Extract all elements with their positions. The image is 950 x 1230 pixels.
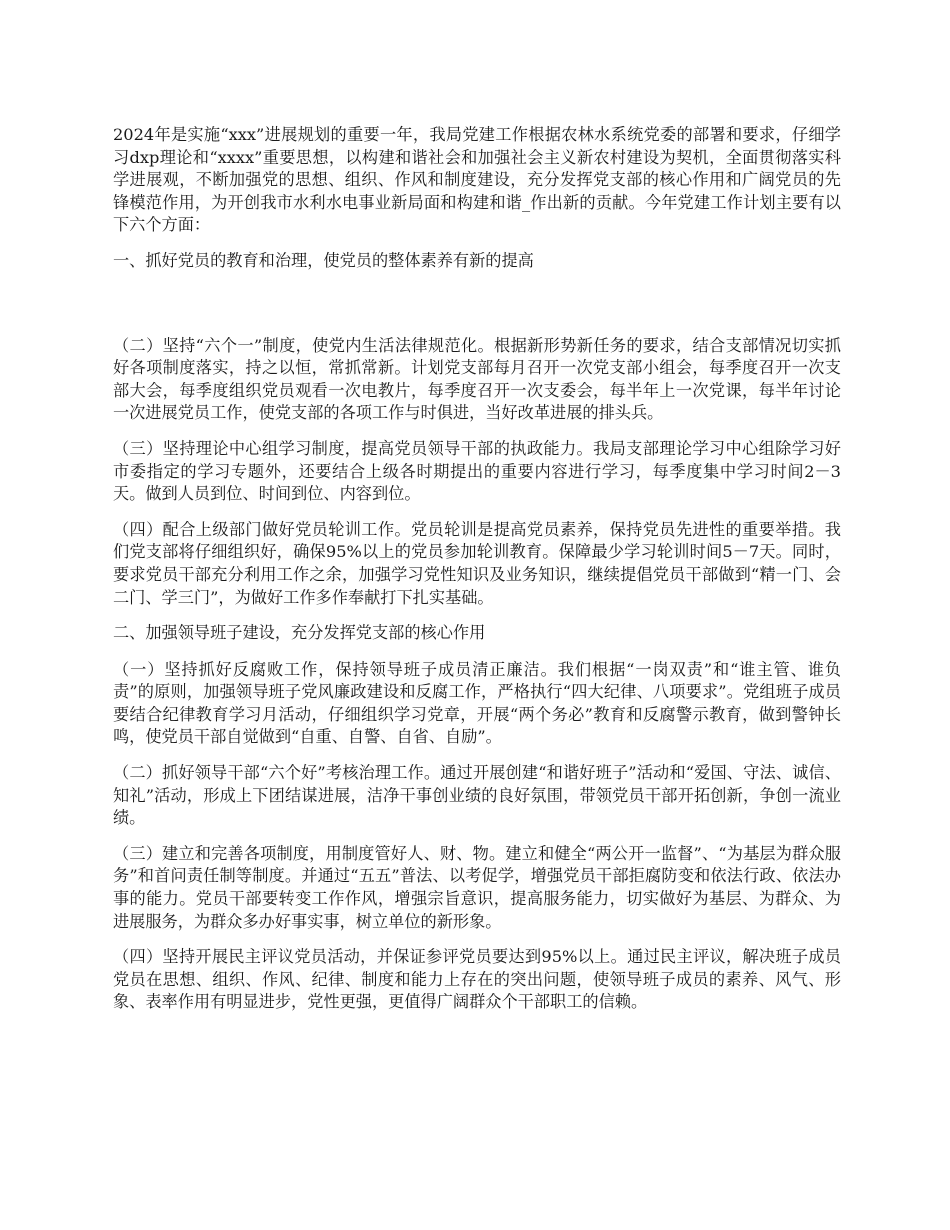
paragraph-1-3: （三）坚持理论中心组学习制度，提高党员领导干部的执政能力。我局支部理论学习中心组除学习好市委指定的学习专题外，还要结合上级各时期提出的重要内容进行学习，每季度集中学习时间2－3天。做到人员到位、时间到位、内容到位。: [113, 438, 841, 504]
paragraph-2-4: （四）坚持开展民主评议党员活动，并保证参评党员要达到95%以上。通过民主评议，解决班子成员党员在思想、组织、作风、纪律、制度和能力上存在的突出问题，使领导班子成员的素养、风气、形象、表率作用有明显进步，党性更强，更值得广阔群众个干部职工的信赖。: [113, 947, 841, 1012]
document-body: [113, 124, 841, 1027]
paragraph-2-1: （一）坚持抓好反腐败工作，保持领导班子成员清正廉洁。我们根据“一岗双责”和“谁主管、谁负责”的原则，加强领导班子党风廉政建设和反腐工作，严格执行“四大纪律、八项要求”。党组班子成员要结合纪律教育学习月活动，仔细组织学习党章，开展“两个务必”教育和反腐警示教育，做到警钟长鸣，使党员干部自觉做到“自重、自警、自省、自励”。: [113, 659, 841, 747]
paragraph-1-2: （二）坚持“六个一”制度，使党内生活法律规范化。根据新形势新任务的要求，结合支部情况切实抓好各项制度落实，持之以恒，常抓常新。计划党支部每月召开一次党支部小组会，每季度召开一次支部大会，每季度组织党员观看一次电教片，每季度召开一次支委会，每半年上一次党课，每半年讨论一次进展党员工作，使党支部的各项工作与时俱进，当好改革进展的排头兵。: [113, 335, 841, 423]
section-heading-1: 一、抓好党员的教育和治理，使党员的整体素养有新的提高: [113, 250, 534, 270]
intro-paragraph: 2024年是实施“xxx”进展规划的重要一年，我局党建工作根据农林水系统党委的部署和要求，仔细学习dxp理论和“xxxx”重要思想，以构建和谐社会和加强社会主义新农村建设为契机，全面贯彻落实科学进展观，不断加强党的思想、组织、作风和制度建设，充分发挥党支部的核心作用和广阔党员的先锋模范作用，为开创我市水利水电事业新局面和构建和谐_作出新的贡献。今年党建工作计划主要有以下六个方面：: [113, 125, 841, 235]
paragraph-2-3: （三）建立和完善各项制度，用制度管好人、财、物。建立和健全“两公开一监督”、“为基层为群众服务”和首问责任制等制度。并通过“五五”普法、以考促学，增强党员干部拒腐防变和依法行政、依法办事的能力。党员干部要转变工作作风，增强宗旨意识，提高服务能力，切实做好为基层、为群众、为进展服务，为群众多办好事实事，树立单位的新形象。: [113, 843, 841, 931]
paragraph-1-4: （四）配合上级部门做好党员轮训工作。党员轮训是提高党员素养，保持党员先进性的重要举措。我们党支部将仔细组织好，确保95%以上的党员参加轮训教育。保障最少学习轮训时间5－7天。同时，要求党员干部充分利用工作之余，加强学习党性知识及业务知识，继续提倡党员干部做到“精一门、会二门、学三门”，为做好工作多作奉献打下扎实基础。: [113, 519, 841, 607]
section-heading-2: 二、加强领导班子建设，充分发挥党支部的核心作用: [113, 623, 486, 643]
blank-gap: [113, 287, 841, 335]
paragraph-2-2: （二）抓好领导干部“六个好”考核治理工作。通过开展创建“和谐好班子”活动和“爱国、守法、诚信、知礼”活动，形成上下团结谋进展，洁净干事创业绩的良好氛围，带领党员干部开拓创新，争创一流业绩。: [113, 763, 841, 828]
